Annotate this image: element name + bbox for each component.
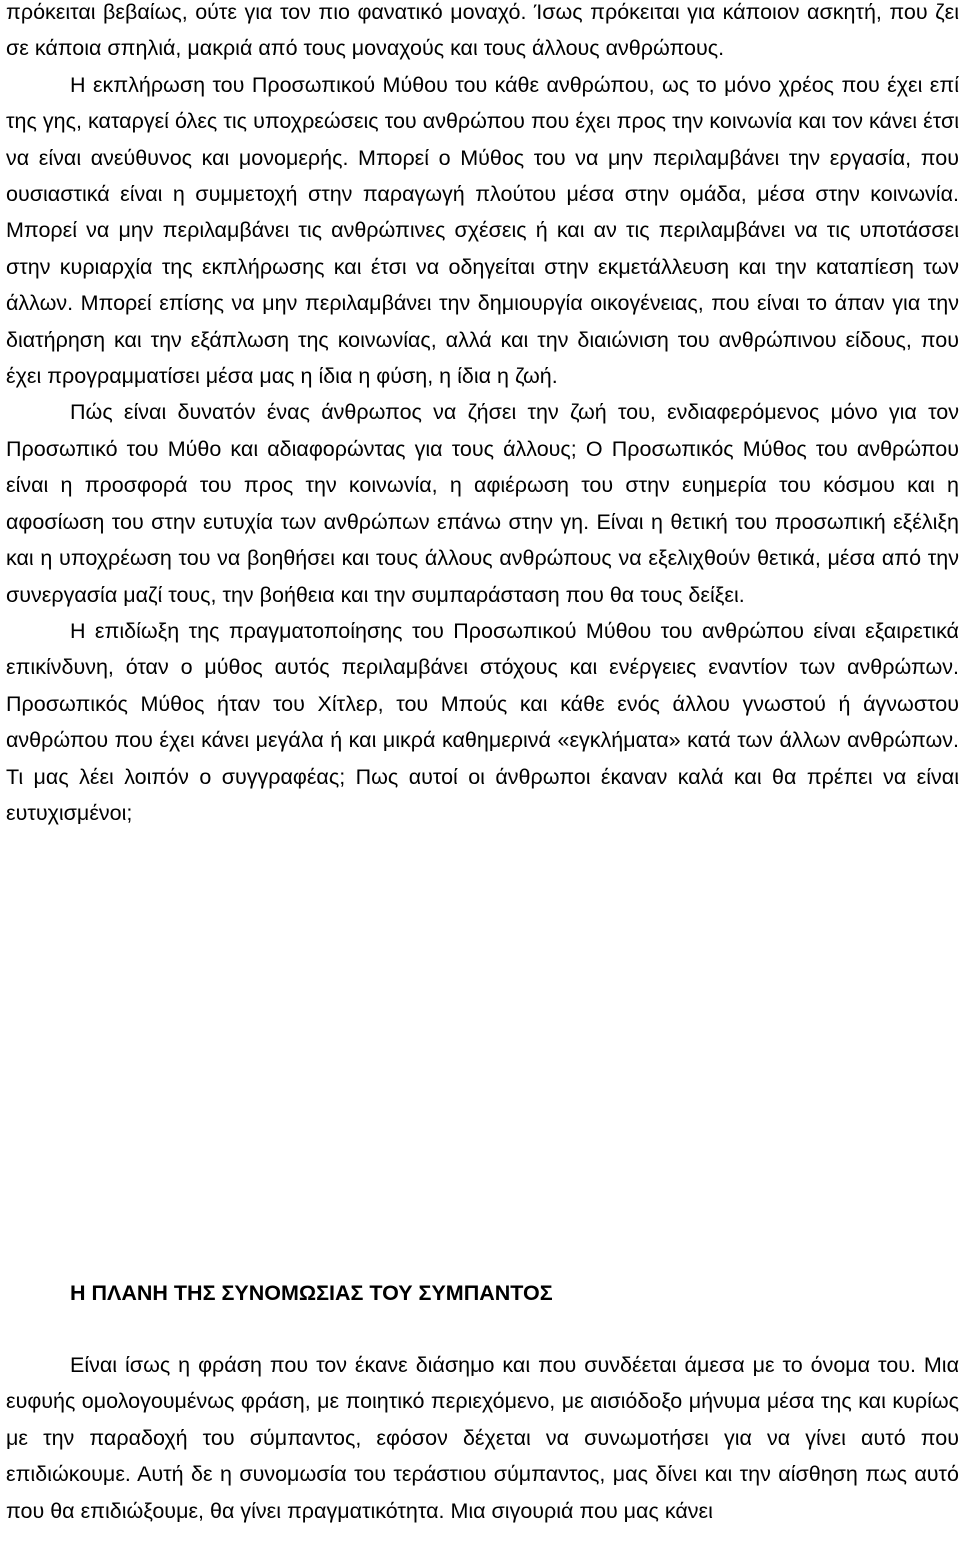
paragraph-dangerous-pursuit: Η επιδίωξη της πραγματοποίησης του Προσωπικού Μύθου του ανθρώπου είναι εξαιρετικά επικίνδυνη, όταν ο μύθος αυτός περιλαμβάνει στόχους και ενέργειες εναντίον των ανθρώπων. Προσωπικός Μύθος ήταν του Χίτλερ, του Μπούς και κάθε ενός άλλου γνωστού ή άγνωστου ανθρώπου που έχει κάνει μεγάλα ή και μικρά καθημερινά «εγκλήματα» κατά των άλλων ανθρώπων. Τι μας λέει λοιπόν ο συγγραφέας; Πως αυτοί οι άνθρωποι έκαναν καλά και θα πρέπει να είναι ευτυχισμένοι;	[6, 618, 959, 825]
paragraph-personal-myth-obligations: Η εκπλήρωση του Προσωπικού Μύθου του κάθε ανθρώπου, ως το μόνο χρέος που έχει επί της γης, καταργεί όλες τις υποχρεώσεις του ανθρώπου που έχει προς την κοινωνία και τον κάνει έτσι να είναι ανεύθυνος και μονομερής. Μπορεί ο Μύθος του να μην περιλαμβάνει την εργασία, που ουσιαστικά είναι η συμμετοχή στην παραγωγή πλούτου μέσα στην ομάδα, μέσα στην κοινωνία. Μπορεί να μην περιλαμβάνει τις ανθρώπινες σχέσεις ή και αν τις περιλαμβάνει να τις υποτάσσει στην κυριαρχία της εκπλήρωσης και έτσι να οδηγείται στην εκμετάλλευση και την καταπίεση των άλλων. Μπορεί επίσης να μην περιλαμβάνει την δημιουργία οικογένειας, που είναι το άπαν για την διατήρηση και την εξάπλωση της κοινωνίας, αλλά και την διαιώνιση του ανθρώπινου είδους, που έχει προγραμματίσει μέσα μας η ίδια η φύση, η ίδια η ζωή.	[6, 72, 959, 389]
section-heading: Η ΠΛΑΝΗ ΤΗΣ ΣΥΝΟΜΩΣΙΑΣ ΤΟΥ ΣΥΜΠΑΝΤΟΣ	[70, 1281, 553, 1305]
paragraph-how-can-a-person-live: Πώς είναι δυνατόν ένας άνθρωπος να ζήσει την ζωή του, ενδιαφερόμενος μόνο για τον Προσωπικό του Μύθο και αδιαφορώντας για τους άλλους; Ο Προσωπικός Μύθος του ανθρώπου είναι η προσφορά του προς την κοινωνία, η αφιέρωση του στην ευημερία του κόσμου και η αφοσίωση του στην ευτυχία των ανθρώπων επάνω στην γη. Είναι η θετική του προσωπική εξέλιξη και η υποχρέωση του να βοηθήσει και τους άλλους ανθρώπους να εξελιχθούν θετικά, μέσα από την συνεργασία μαζί τους, την βοήθεια και την συμπαράσταση που θα τους δείξει.	[6, 400, 959, 607]
paragraph-continuation: πρόκειται βεβαίως, ούτε για τον πιο φανατικό μοναχό. Ίσως πρόκειται για κάποιον ασκητή, που ζει σε κάποια σπηλιά, μακριά από τους μοναχούς και τους άλλους ανθρώπους.	[6, 0, 959, 61]
section-body	[6, 1347, 959, 1529]
document-page	[6, 0, 959, 1523]
paragraph-famous-phrase: Είναι ίσως η φράση που τον έκανε διάσημο και που συνδέεται άμεσα με το όνομα του. Μια ευφυής ομολογουμένως φράση, με ποιητικό περιεχόμενο, με αισιόδοξο μήνυμα μέσα της και κυρίως με την παραδοχή του σύμπαντος, εφόσον δέχεται να συνωμοτήσει για να γίνει αυτό που επιδιώκουμε. Αυτή δε η συνομωσία του τεράστιου σύμπαντος, μας δίνει και την αίσθηση πως αυτό που θα επιδιώξουμε, θα γίνει πραγματικότητα. Μια σιγουριά που μας κάνει	[6, 1353, 959, 1523]
